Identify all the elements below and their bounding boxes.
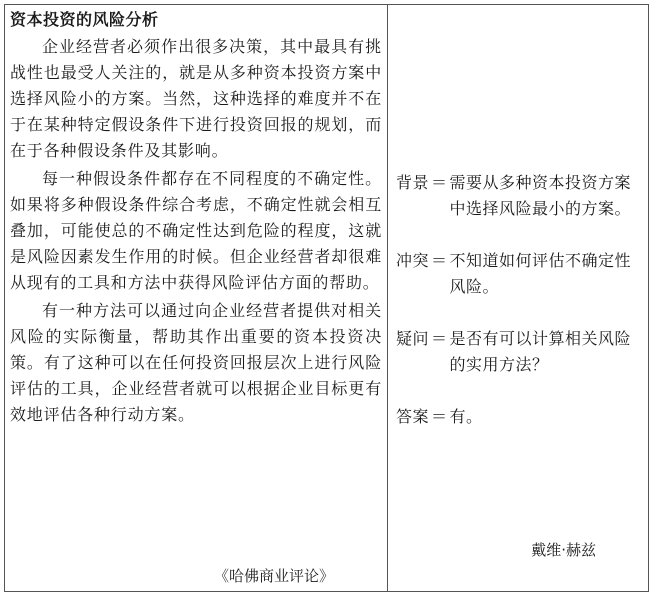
article-column xyxy=(10,8,382,428)
article-paragraph-1: 企业经营者必须作出很多决策，其中最具有挑战性也最受人关注的，就是从多种资本投资方案中选择风险小的方案。当然，这种选择的难度并不在于在某种特定假设条件下进行投资回报的规划，而在于各种假设条件及其影响。 xyxy=(10,37,382,160)
article-source: 《哈佛商业评论》 xyxy=(214,567,335,585)
equals-sign: ＝ xyxy=(431,173,448,192)
equals-sign: ＝ xyxy=(431,329,448,348)
article-author: 戴维·赫兹 xyxy=(531,541,596,559)
analysis-row-answer xyxy=(396,404,641,430)
analysis-value: 有。 xyxy=(449,407,483,426)
analysis-row-conflict xyxy=(396,248,641,300)
equals-sign: ＝ xyxy=(431,251,448,270)
analysis-value: 是否有可以计算相关风险的实用方法？ xyxy=(449,329,632,374)
analysis-key: 背景 xyxy=(396,173,430,192)
analysis-value: 不知道如何评估不确定性风险。 xyxy=(449,251,632,296)
analysis-key: 答案 xyxy=(396,407,430,426)
analysis-key: 冲突 xyxy=(396,251,430,270)
column-divider xyxy=(387,4,388,592)
analysis-key: 疑问 xyxy=(396,329,430,348)
analysis-column xyxy=(396,170,641,430)
equals-sign: ＝ xyxy=(431,407,448,426)
analysis-row-background xyxy=(396,170,641,222)
article-paragraph-3: 有一种方法可以通过向企业经营者提供对相关风险的实际衡量，帮助其作出重要的资本投资决策。有了这种可以在任何投资回报层次上进行风险评估的工具，企业经营者就可以根据企业目标更有效地评估各种行动方案。 xyxy=(10,301,382,424)
analysis-row-question xyxy=(396,326,641,378)
analysis-value: 需要从多种资本投资方案中选择风险最小的方案。 xyxy=(449,173,632,218)
article-paragraph-2: 每一种假设条件都存在不同程度的不确定性。如果将多种假设条件综合考虑，不确定性就会相互叠加，可能使总的不确定性达到危险的程度，这就是风险因素发生作用的时候。但企业经营者却很难从现有的工具和方法中获得风险评估方面的帮助。 xyxy=(10,169,382,292)
article-title: 资本投资的风险分析 xyxy=(10,10,159,29)
